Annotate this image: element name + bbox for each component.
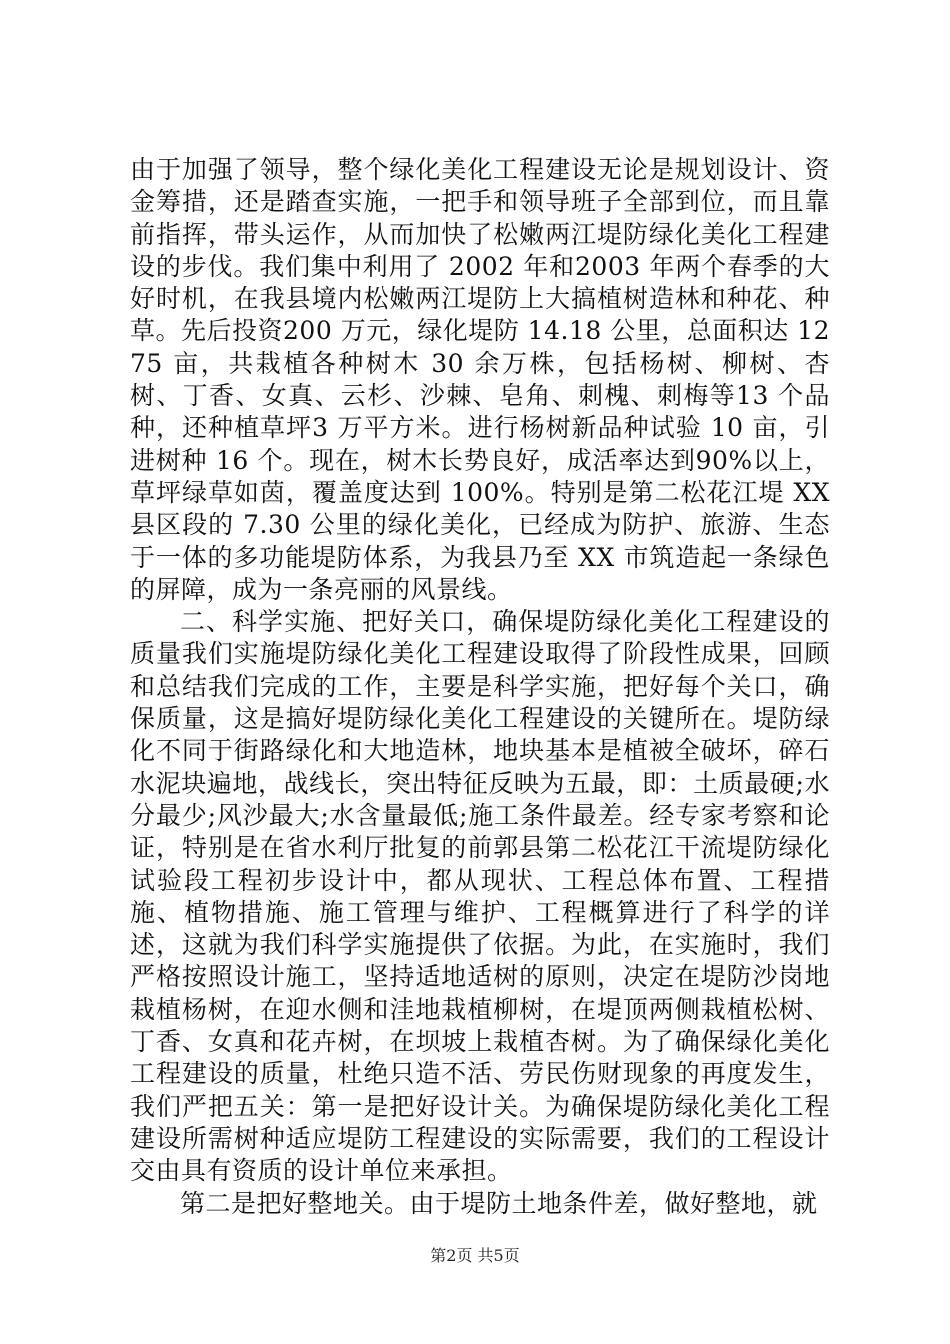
page-number-footer: 第2页 共5页 [430,1246,520,1265]
paragraph-2: 二、科学实施、把好关口，确保堤防绿化美化工程建设的质量我们实施堤防绿化美化工程建设取得了阶段性成果，回顾和总结我们完成的工作，主要是科学实施，把好每个关口，确保质量，这是搞好堤防绿化美化工程建设的关键所在。堤防绿化不同于街路绿化和大地造林，地块基本是植被全破坏，碎石水泥块遍地，战线长，突出特征反映为五最，即：土质最硬;水分最少;风沙最大;水含量最低;施工条件最差。经专家考察和论证，特别是在省水利厅批复的前郭县第二松花江干流堤防绿化试验段工程初步设计中，都从现状、工程总体布置、工程措施、植物措施、施工管理与维护、工程概算进行了科学的详述，这就为我们科学实施提供了依据。为此，在实施时，我们严格按照设计施工，坚持适地适树的原则，决定在堤防沙岗地栽植杨树，在迎水侧和洼地栽植柳树，在堤顶两侧栽植松树、丁香、女真和花卉树，在坝坡上栽植杏树。为了确保绿化美化工程建设的质量，杜绝只造不活、劳民伤财现象的再度发生，我们严把五关：第一是把好设计关。为确保堤防绿化美化工程建设所需树种适应堤防工程建设的实际需要，我们的工程设计交由具有资质的设计单位来承担。 [130,607,830,1186]
paragraph-1: 由于加强了领导，整个绿化美化工程建设无论是规划设计、资金筹措，还是踏查实施，一把手和领导班子全部到位，而且靠前指挥，带头运作，从而加快了松嫩两江堤防绿化美化工程建设的步伐。我们集中利用了 2002 年和2003 年两个春季的大好时机，在我县境内松嫩两江堤防上大搞植树造林和种花、种草。先后投资200 万元，绿化堤防 14.18 公里，总面积达 1275 亩，共栽植各种树木 30 余万株，包括杨树、柳树、杏树、丁香、女真、云杉、沙棘、皂角、刺槐、刺梅等13 个品种，还种植草坪3 万平方米。进行杨树新品种试验 10 亩，引进树种 16 个。现在，树木长势良好，成活率达到90%以上，草坪绿草如茵，覆盖度达到 100%。特别是第二松花江堤 XX 县区段的 7.30 公里的绿化美化，已经成为防护、旅游、生态于一体的多功能堤防体系，为我县乃至 XX 市筑造起一条绿色的屏障，成为一条亮丽的风景线。 [130,155,830,604]
document-body [130,154,830,1220]
paragraph-3: 第二是把好整地关。由于堤防土地条件差，做好整地，就 [180,1188,818,1218]
